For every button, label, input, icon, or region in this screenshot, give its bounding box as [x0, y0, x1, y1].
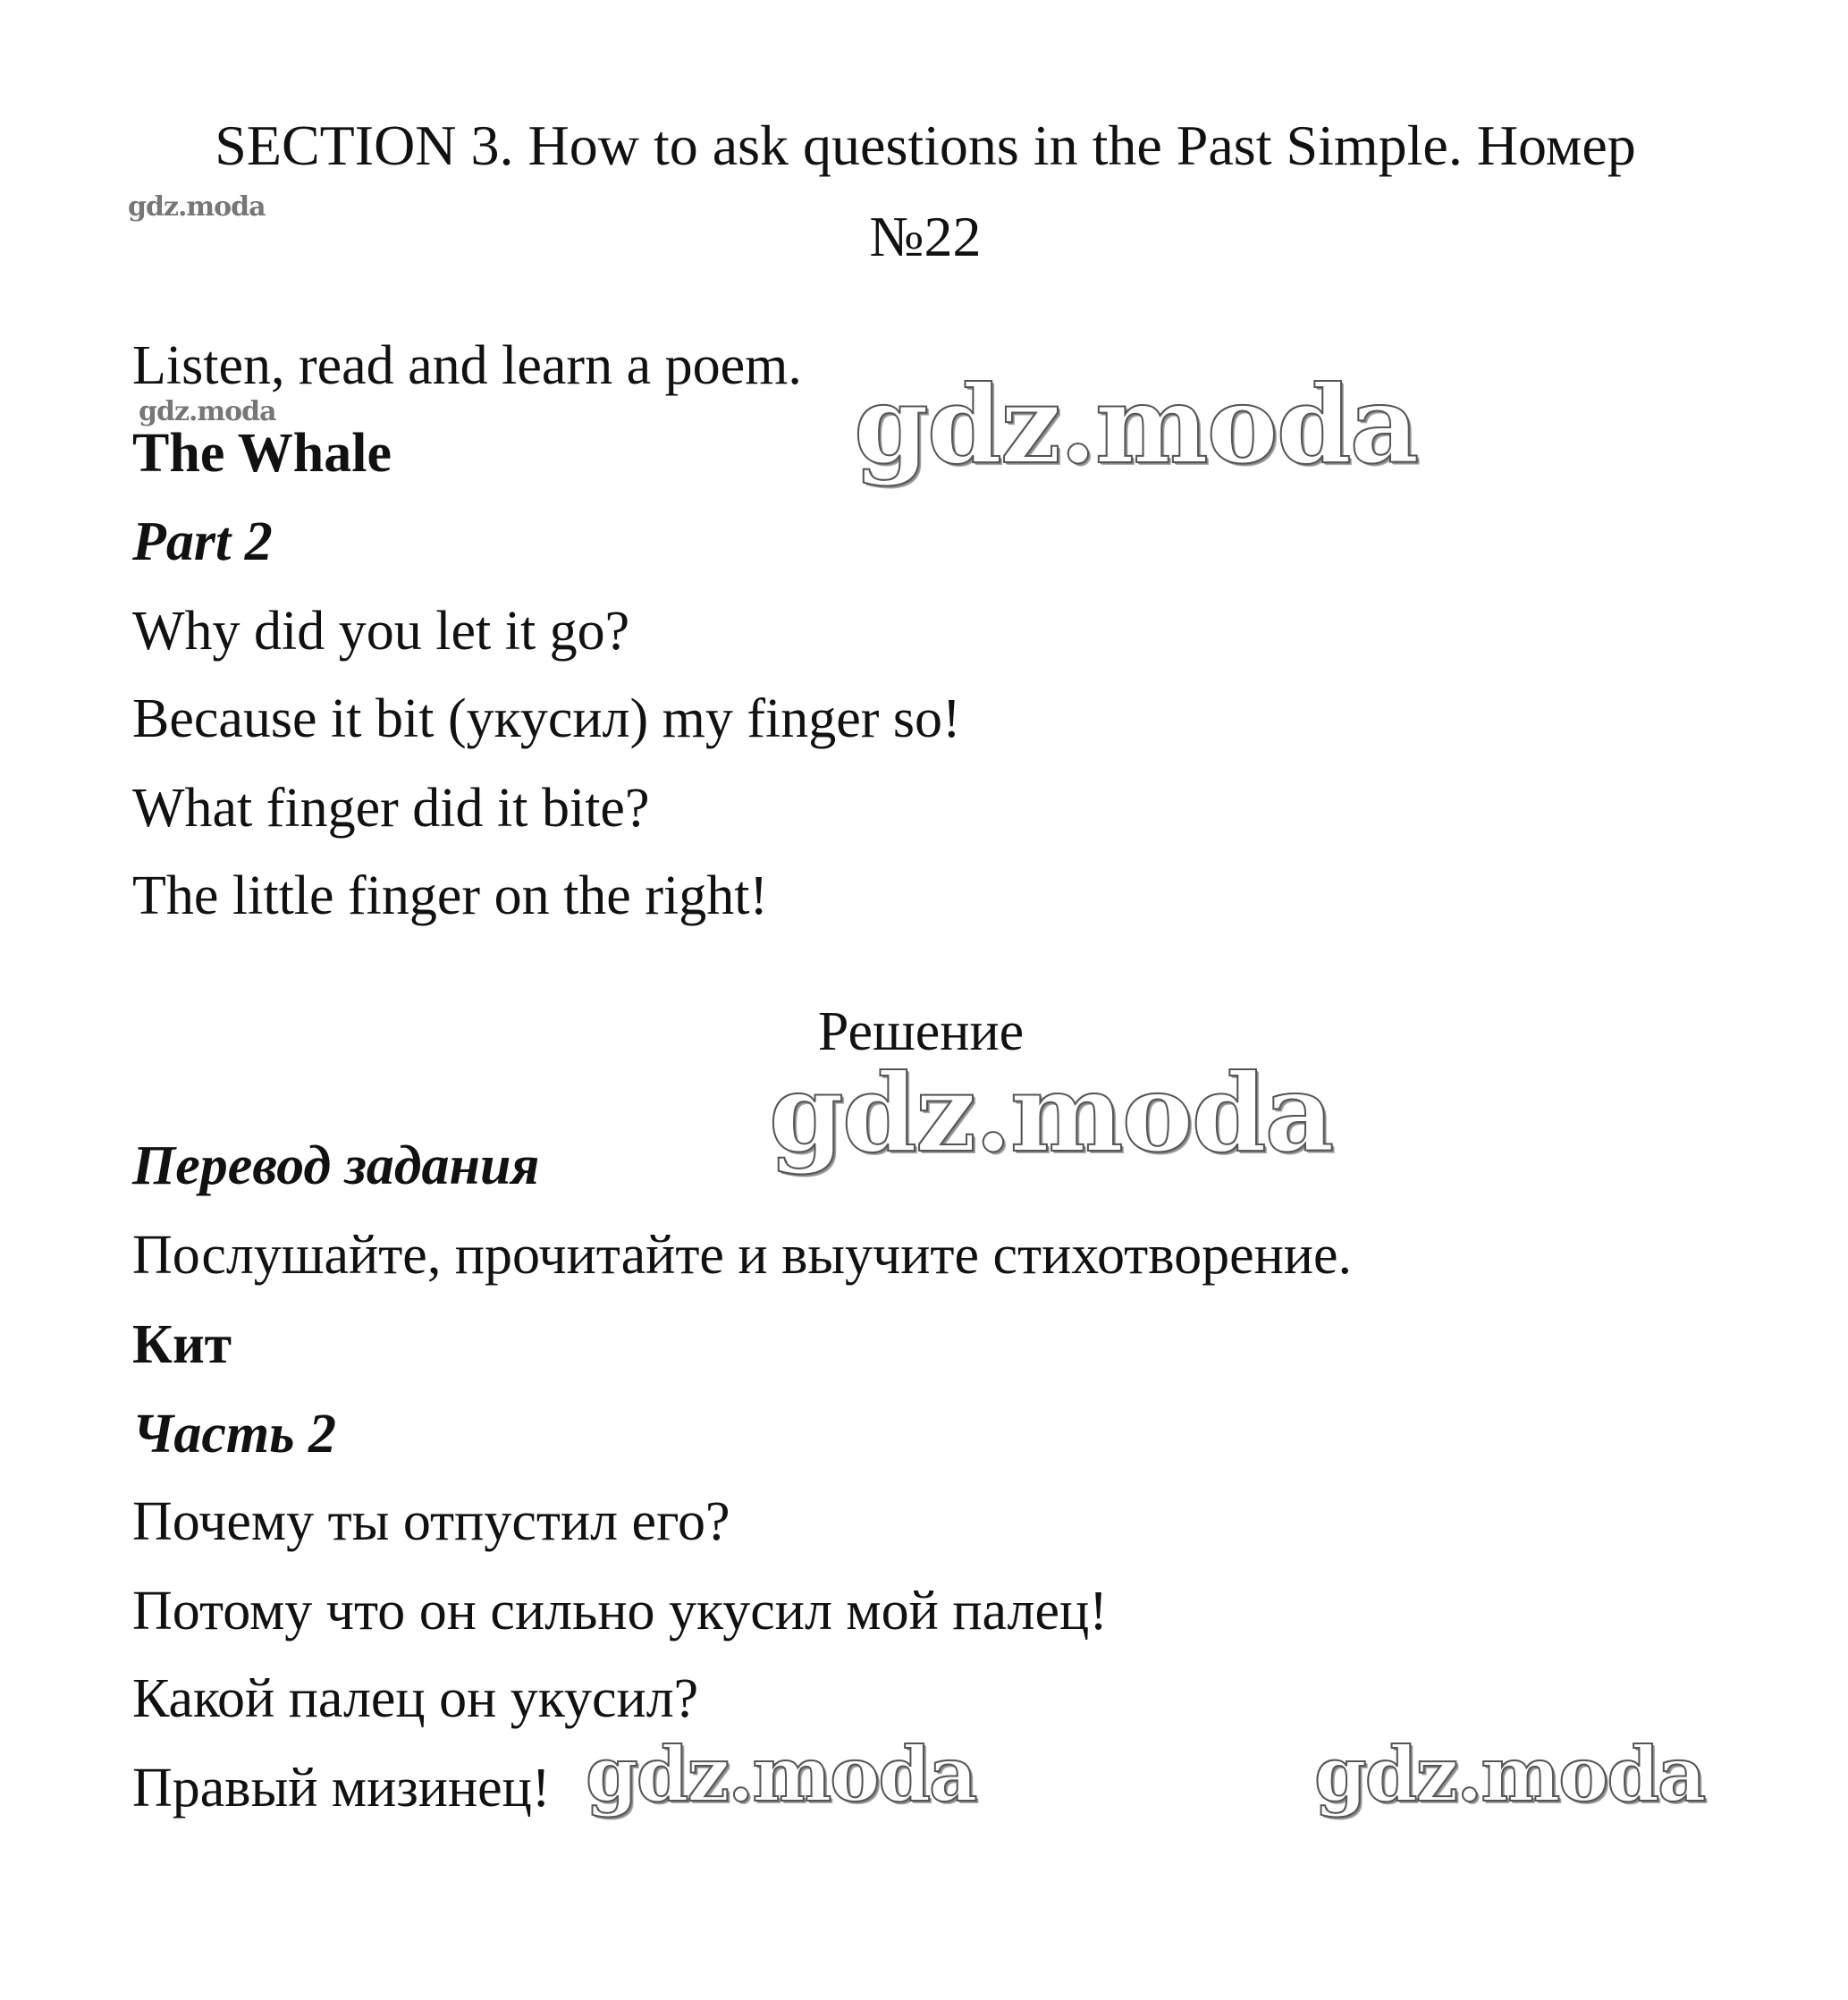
- translation-heading: Перевод задания: [132, 1135, 540, 1196]
- translation-part: Часть 2: [132, 1404, 336, 1464]
- translation-poem-title: Кит: [132, 1314, 232, 1375]
- poem-part: Part 2: [132, 511, 273, 572]
- section-title-line1: SECTION 3. How to ask questions in the Past Simple. Номер: [215, 114, 1636, 177]
- solution-heading: Решение: [817, 1001, 1025, 1062]
- translation-instruction: Послушайте, прочитайте и выучите стихотворение.: [132, 1225, 1352, 1286]
- section-title-line2: №22: [869, 205, 982, 268]
- poem-title: The Whale: [132, 423, 392, 484]
- task-instruction: Listen, read and learn a poem.: [132, 335, 802, 396]
- watermark-small-mid: gdz.moda: [139, 396, 276, 427]
- translation-line-1: Почему ты отпустил его?: [132, 1491, 730, 1552]
- watermark-large-3: gdz.moda: [586, 1730, 976, 1819]
- poem-line-1: Why did you let it go?: [132, 601, 630, 662]
- watermark-large-2: gdz.moda: [769, 1051, 1333, 1177]
- watermark-small-top: gdz.moda: [128, 191, 266, 223]
- translation-line-4: Правый мизинец!: [132, 1758, 551, 1819]
- poem-line-4: The little finger on the right!: [132, 865, 769, 926]
- watermark-large-1: gdz.moda: [854, 362, 1418, 488]
- translation-line-3: Какой палец он укусил?: [132, 1668, 699, 1729]
- translation-line-2: Потому что он сильно укусил мой палец!: [132, 1581, 1108, 1641]
- watermark-large-4: gdz.moda: [1314, 1730, 1705, 1819]
- poem-line-2: Because it bit (укусил) my finger so!: [132, 688, 961, 749]
- poem-line-3: What finger did it bite?: [132, 778, 650, 839]
